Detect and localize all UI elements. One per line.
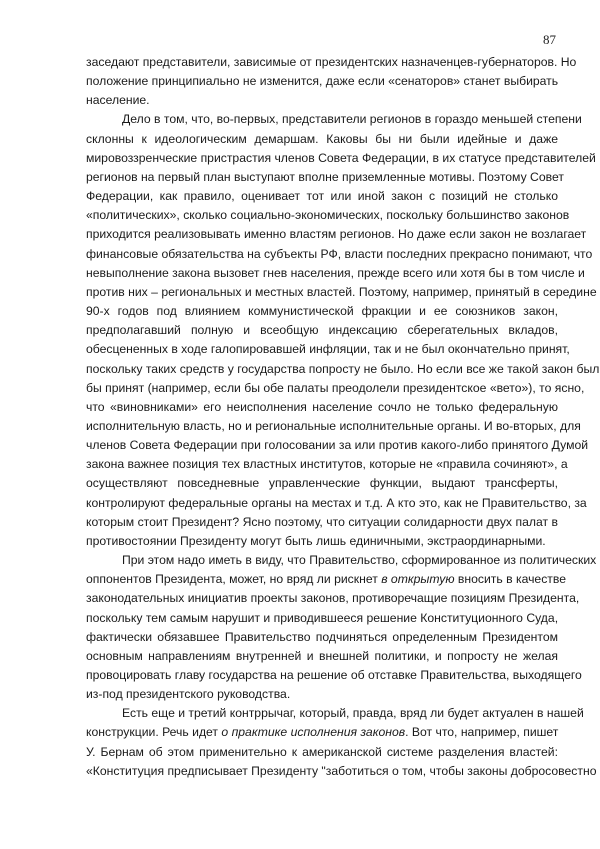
text-line <box>86 570 566 589</box>
text-line: контролируют федеральные органы на местах и т.д. А кто это, как не Правительство, за <box>86 495 587 510</box>
text-line: 90-х годов под влиянием коммунистической фракции и ее союзников закон, <box>86 304 558 319</box>
text-line: поскольку таких средств у государства попросту не было. Но если все же такой закон был <box>86 361 600 376</box>
text-line: склонны к идеологическим демаршам. Каковы бы ни были идейные и даже <box>86 131 558 146</box>
text-line: исполнительную власть, но и региональные исполнительные органы. И во-вторых, для <box>86 418 581 433</box>
text-line: законодательных инициатив проекты законов, противоречащие позициям Президента, <box>86 591 580 606</box>
text-line: что «виновниками» его неисполнения население сочло не только федеральную <box>86 399 558 414</box>
text-line: При этом надо иметь в виду, что Правительство, сформированное из политических <box>122 553 597 568</box>
text-line: фактически обязавшее Правительство подчиняться определенным Президентом <box>86 629 558 644</box>
page-number: 87 <box>543 32 556 47</box>
text-line: противостоянии Президенту могут быть лишь единичными, экстраординарными. <box>86 533 546 548</box>
text-line: против них – региональных и местных властей. Поэтому, например, принятый в середине <box>86 284 597 299</box>
text-line: которым стоит Президент? Ясно поэтому, что ситуации солидарности двух палат в <box>86 514 558 529</box>
text-segment: конструкции. Речь идет <box>86 725 222 740</box>
emphasized-text: в открытую <box>381 572 455 587</box>
text-line: регионов на первый план выступают вполне приземленные мотивы. Поэтому Совет <box>86 169 564 184</box>
text-line: заседают представители, зависимые от президентских назначенцев-губернаторов. Но <box>86 55 577 69</box>
text-line: Федерации, как правило, оценивает тот или иной закон с позиций не столько <box>86 189 558 204</box>
text-line: мировоззренческие пристрастия членов Совета Федерации, в их статусе представителей <box>86 150 596 165</box>
text-line: бы принят (например, если бы обе палаты преодолели президентское «вето»), то ясно, <box>86 380 585 395</box>
body-text <box>86 53 600 781</box>
text-line: из-под президентского руководства. <box>86 687 291 702</box>
text-line: население. <box>86 93 150 108</box>
text-segment: оппонентов Президента, может, но вряд ли рискнет <box>86 572 382 587</box>
text-line: закона важнее позиция тех властных институтов, которые не «правила сочиняют», а <box>86 457 568 472</box>
text-line: провоцировать главу государства на решение об отставке Правительства, выходящего <box>86 668 582 682</box>
text-line: Дело в том, что, во-первых, представители регионов в гораздо меньшей степени <box>122 112 582 127</box>
text-line: членов Совета Федерации при голосовании за или против какого-либо принятого Думой <box>86 438 589 453</box>
paragraph <box>86 551 597 704</box>
text-line: предполагавший полную и всеобщую индексацию сберегательных вкладов, <box>86 323 558 338</box>
text-line: «политических», сколько социально-экономических, поскольку большинство законов <box>86 208 570 223</box>
text-segment: вносить в качестве <box>454 572 566 587</box>
text-line: поскольку тем самым нарушит и приводившееся решение Конституционного Суда, <box>86 610 559 625</box>
paragraph <box>86 53 577 110</box>
paragraph <box>86 110 600 551</box>
emphasized-text: о практике исполнения законов <box>221 725 406 740</box>
text-line: положение принципиально не изменится, даже если «сенаторов» станет выбирать <box>86 74 559 89</box>
text-segment: . Вот что, например, пишет <box>405 725 559 740</box>
text-line: приходится реализовывать именно властям регионов. Но даже если закон не возлагает <box>86 227 587 242</box>
text-line <box>86 723 558 742</box>
text-line: невыполнение закона вызовет гнев населения, прежде всего или хотя бы в том числе и <box>86 265 585 280</box>
text-line: «Конституция предписывает Президенту "заботиться о том, чтобы законы добросовестно <box>86 763 597 778</box>
text-line: обесцененных в ходе галопировавшей инфляции, так и не был окончательно принят, <box>86 342 570 357</box>
text-line: осуществляют повседневные управленческие функции, выдают трансферты, <box>86 476 558 491</box>
text-line: У. Бернам об этом применительно к американской системе разделения властей: <box>86 744 558 759</box>
paragraph <box>86 704 597 781</box>
text-line: основным направлениям внутренней и внешней политики, и попросту не желая <box>86 648 558 663</box>
text-line: финансовые обязательства на субъекты РФ, власти последних прекрасно понимают, что <box>86 246 593 261</box>
text-line: Есть еще и третий контррычаг, который, правда, вряд ли будет актуален в нашей <box>122 706 584 721</box>
